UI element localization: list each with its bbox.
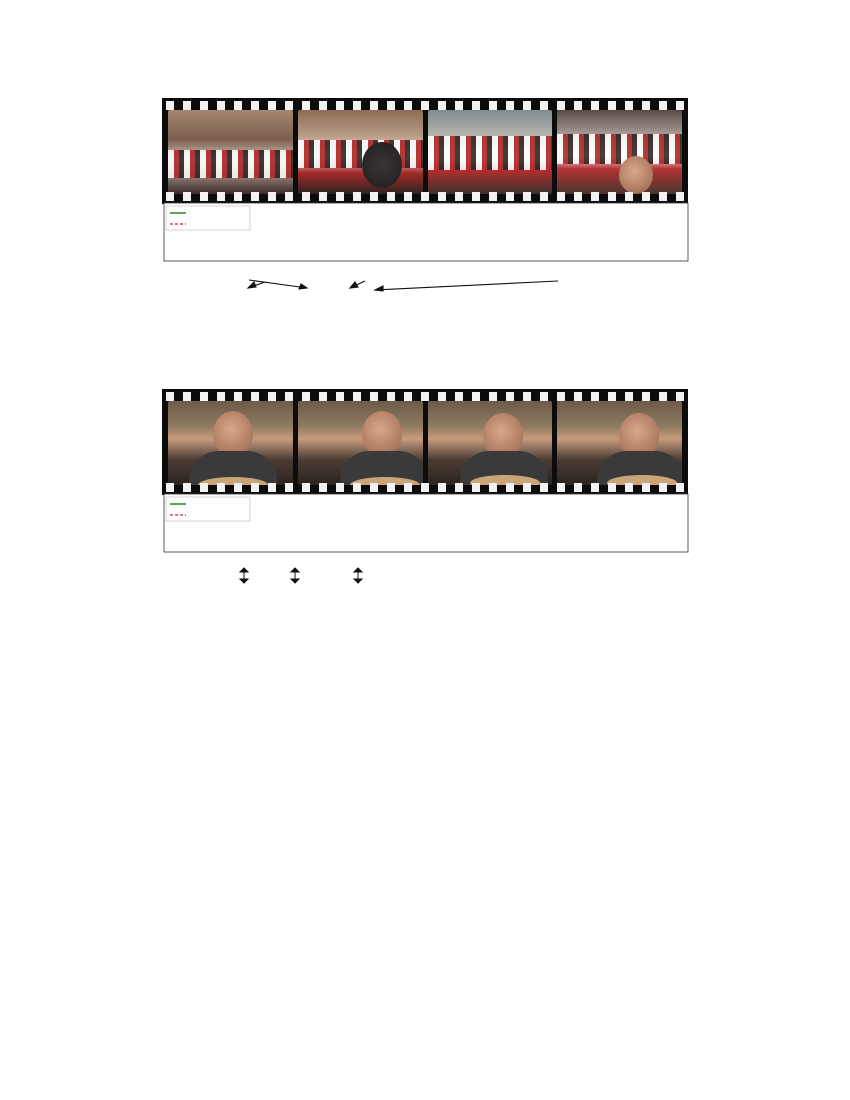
figure5-chart <box>130 491 690 599</box>
video-frame <box>298 110 423 194</box>
word-arrows <box>248 280 558 291</box>
video-frame <box>168 401 293 485</box>
legend <box>166 206 250 230</box>
limitations-body <box>69 693 398 697</box>
video-frame <box>557 401 682 485</box>
figure5-filmstrip <box>162 389 688 495</box>
video-frame <box>298 401 423 485</box>
video-frame <box>168 110 293 194</box>
word-arrows <box>240 568 362 583</box>
video-frame <box>557 110 682 194</box>
figure4-chart <box>130 200 690 308</box>
legend <box>166 497 250 521</box>
figure4-filmstrip <box>162 98 688 204</box>
video-frame <box>428 110 553 194</box>
video-frame <box>428 401 553 485</box>
